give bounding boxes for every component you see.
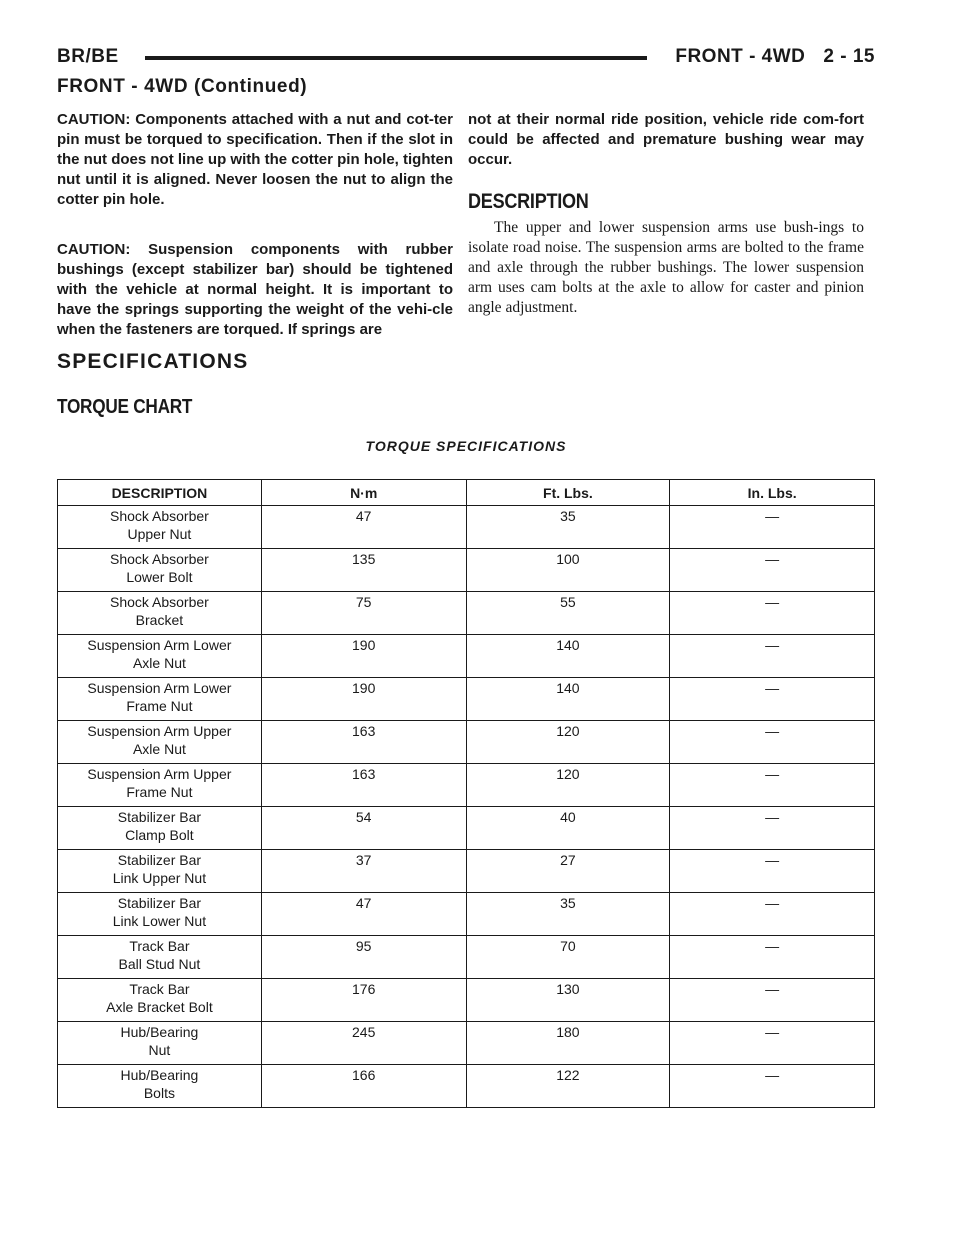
description-line-2: Bolts <box>143 1085 175 1101</box>
description-line-2: Ball Stud Nut <box>118 956 201 972</box>
description-line-1: Shock Absorber <box>109 594 209 610</box>
cell-nm: 54 <box>261 807 466 850</box>
cell-in-lbs: — <box>670 1022 875 1065</box>
torque-chart-heading: TORQUE CHART <box>57 396 193 418</box>
cell-description <box>58 549 262 592</box>
table-body <box>58 506 875 1108</box>
left-column <box>57 110 453 340</box>
cell-description <box>58 1065 262 1108</box>
cell-description <box>58 764 262 807</box>
description-line-1: Suspension Arm Lower <box>87 637 232 653</box>
description-line-2: Upper Nut <box>127 526 192 542</box>
cell-nm: 95 <box>261 936 466 979</box>
description-heading: DESCRIPTION <box>468 190 589 213</box>
column-header-ft-lbs: Ft. Lbs. <box>466 480 670 506</box>
cell-ft-lbs: 100 <box>466 549 670 592</box>
table-row <box>58 850 875 893</box>
cell-in-lbs: — <box>670 721 875 764</box>
table-row <box>58 549 875 592</box>
cell-ft-lbs: 35 <box>466 506 670 549</box>
table-row <box>58 1022 875 1065</box>
cell-description <box>58 807 262 850</box>
description-line-1: Shock Absorber <box>109 508 209 524</box>
cell-ft-lbs: 140 <box>466 635 670 678</box>
model-code: BR/BE <box>57 46 119 67</box>
table-row <box>58 1065 875 1108</box>
cell-description <box>58 979 262 1022</box>
cell-nm: 135 <box>261 549 466 592</box>
description-line-1: Suspension Arm Lower <box>87 680 232 696</box>
cell-in-lbs: — <box>670 1065 875 1108</box>
cell-ft-lbs: 70 <box>466 936 670 979</box>
description-line-2: Frame Nut <box>126 698 193 714</box>
column-header-nm: N·m <box>261 480 466 506</box>
continued-heading: FRONT - 4WD (Continued) <box>57 76 308 97</box>
cell-nm: 163 <box>261 721 466 764</box>
description-line-2: Axle Bracket Bolt <box>106 999 213 1015</box>
table-row <box>58 893 875 936</box>
description-line-1: Suspension Arm Upper <box>87 723 232 739</box>
cell-description <box>58 721 262 764</box>
cell-ft-lbs: 122 <box>466 1065 670 1108</box>
cell-nm: 245 <box>261 1022 466 1065</box>
cell-in-lbs: — <box>670 592 875 635</box>
column-header-description: DESCRIPTION <box>58 480 262 506</box>
description-line-1: Track Bar <box>129 981 190 997</box>
cell-in-lbs: — <box>670 506 875 549</box>
description-line-1: Track Bar <box>129 938 190 954</box>
caution-rubber-bushings-continued: not at their normal ride position, vehicle ride com-fort could be affected and premature bushing wear may occur. <box>468 111 864 168</box>
cell-description <box>58 936 262 979</box>
description-line-2: Nut <box>148 1042 171 1058</box>
description-line-1: Stabilizer Bar <box>117 895 202 911</box>
page-number: 2 - 15 <box>823 46 875 67</box>
table-header-row <box>58 480 875 506</box>
specifications-heading: SPECIFICATIONS <box>57 350 249 373</box>
description-text: The upper and lower suspension arms use bush-ings to isolate road noise. The suspension arms are bolted to the frame and axle through the rubber bushings. The lower suspension arm uses cam bolts at the axle to allow for caster and pinion angle adjustment. <box>468 219 864 316</box>
cell-in-lbs: — <box>670 936 875 979</box>
cell-ft-lbs: 27 <box>466 850 670 893</box>
cell-nm: 190 <box>261 678 466 721</box>
description-line-1: Shock Absorber <box>109 551 209 567</box>
cell-in-lbs: — <box>670 678 875 721</box>
description-line-1: Hub/Bearing <box>120 1024 199 1040</box>
header-rule <box>145 56 647 60</box>
cell-description <box>58 635 262 678</box>
description-line-2: Link Lower Nut <box>112 913 207 929</box>
cell-ft-lbs: 40 <box>466 807 670 850</box>
caution-rubber-bushings: CAUTION: Suspension components with rubber bushings (except stabilizer bar) should be tightened with the vehicle at normal height. It is important to have the springs supporting the weight of the vehi-cle when the fasteners are torqued. If springs are <box>57 241 453 338</box>
page-header <box>57 46 875 70</box>
table-row <box>58 764 875 807</box>
section-page-label <box>675 46 875 68</box>
table-row <box>58 635 875 678</box>
cell-ft-lbs: 140 <box>466 678 670 721</box>
description-line-2: Axle Nut <box>132 655 186 671</box>
cell-in-lbs: — <box>670 764 875 807</box>
cell-in-lbs: — <box>670 549 875 592</box>
cell-description <box>58 678 262 721</box>
description-line-2: Bracket <box>135 612 184 628</box>
cell-nm: 163 <box>261 764 466 807</box>
cell-ft-lbs: 120 <box>466 764 670 807</box>
cell-ft-lbs: 180 <box>466 1022 670 1065</box>
table-row <box>58 592 875 635</box>
description-line-1: Stabilizer Bar <box>117 809 202 825</box>
cell-in-lbs: — <box>670 850 875 893</box>
table-row <box>58 506 875 549</box>
cell-description <box>58 1022 262 1065</box>
description-line-2: Lower Bolt <box>126 569 193 585</box>
caution-cotter-pin: CAUTION: Components attached with a nut and cot-ter pin must be torqued to specification. Then if the slot in the nut does not line up with the cotter pin hole, tighten nut until it is aligned. Never loosen the nut to align the cotter pin hole. <box>57 111 453 208</box>
description-line-1: Hub/Bearing <box>120 1067 199 1083</box>
cell-ft-lbs: 35 <box>466 893 670 936</box>
cell-nm: 47 <box>261 506 466 549</box>
table-row <box>58 678 875 721</box>
cell-ft-lbs: 55 <box>466 592 670 635</box>
table-row <box>58 936 875 979</box>
table-row <box>58 807 875 850</box>
cell-ft-lbs: 130 <box>466 979 670 1022</box>
column-header-in-lbs: In. Lbs. <box>670 480 875 506</box>
cell-description <box>58 893 262 936</box>
description-line-1: Suspension Arm Upper <box>87 766 232 782</box>
description-line-2: Link Upper Nut <box>112 870 207 886</box>
cell-in-lbs: — <box>670 893 875 936</box>
description-line-2: Clamp Bolt <box>125 827 194 843</box>
cell-description <box>58 506 262 549</box>
cell-ft-lbs: 120 <box>466 721 670 764</box>
cell-nm: 176 <box>261 979 466 1022</box>
cell-description <box>58 850 262 893</box>
section-name: FRONT - 4WD <box>675 46 806 67</box>
table-row <box>58 721 875 764</box>
cell-nm: 166 <box>261 1065 466 1108</box>
table-title: TORQUE SPECIFICATIONS <box>365 438 567 454</box>
cell-in-lbs: — <box>670 807 875 850</box>
cell-description <box>58 592 262 635</box>
cell-nm: 37 <box>261 850 466 893</box>
description-line-1: Stabilizer Bar <box>117 852 202 868</box>
right-column <box>468 110 864 318</box>
cell-in-lbs: — <box>670 635 875 678</box>
cell-nm: 47 <box>261 893 466 936</box>
table-row <box>58 979 875 1022</box>
description-line-2: Axle Nut <box>132 741 186 757</box>
cell-nm: 75 <box>261 592 466 635</box>
cell-in-lbs: — <box>670 979 875 1022</box>
torque-specifications-table <box>57 479 875 1108</box>
cell-nm: 190 <box>261 635 466 678</box>
description-line-2: Frame Nut <box>126 784 193 800</box>
